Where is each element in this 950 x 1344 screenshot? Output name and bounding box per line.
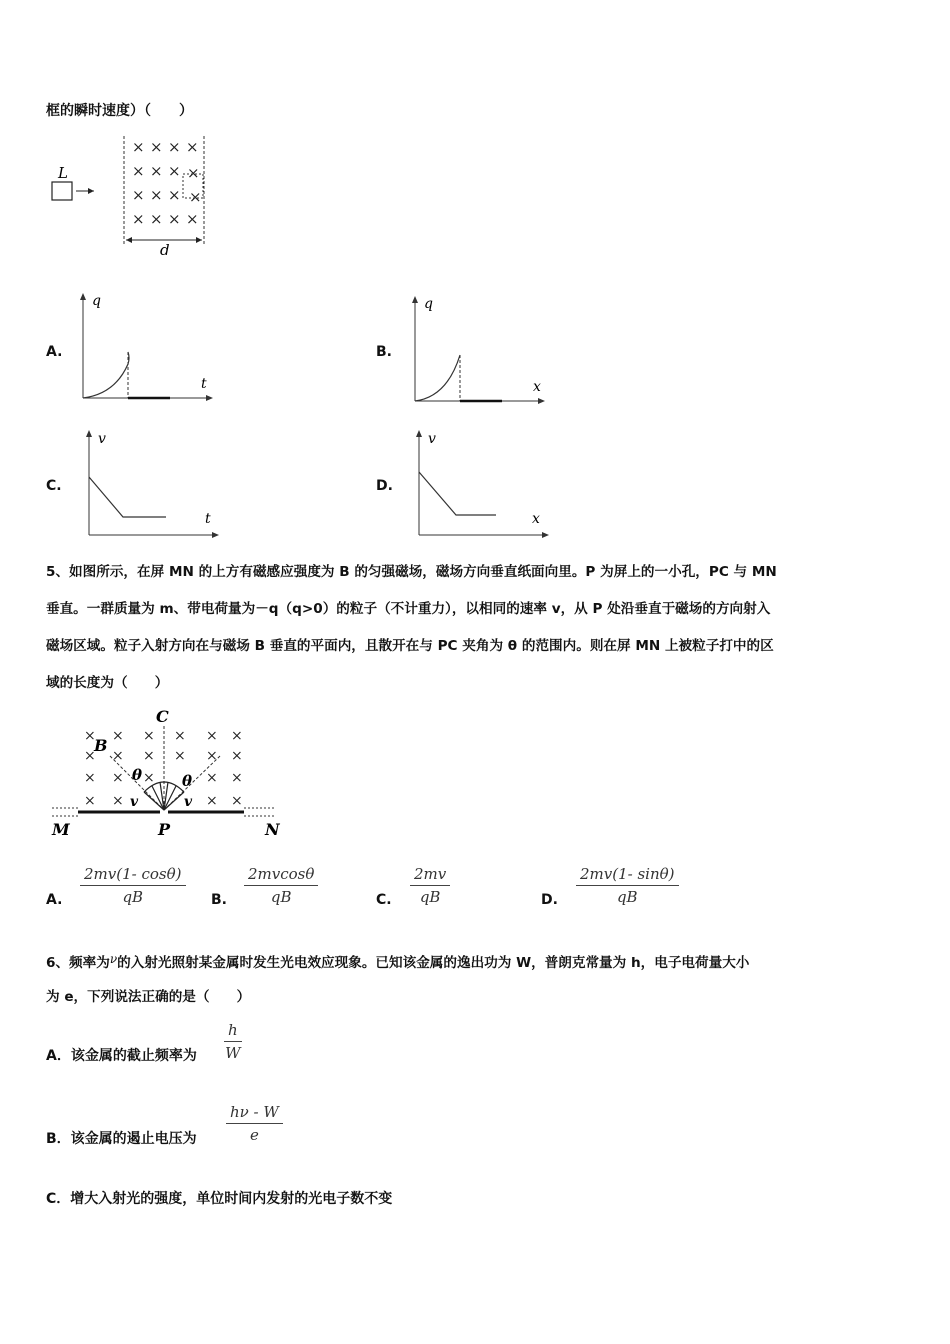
q6-option-b-fraction: $\frac{h\nu - W}{e}$: [226, 1103, 283, 1144]
field-cross: ×: [84, 793, 96, 809]
q6-option-a-text[interactable]: A．该金属的截止频率为: [46, 1048, 197, 1064]
q6-stem-line-2: 为 e，下列说法正确的是（ ）: [46, 989, 251, 1005]
q4-option-c-letter[interactable]: C.: [46, 478, 62, 494]
y-axis-label: q: [424, 296, 433, 312]
q5-option-c-fraction: $\frac{2mv}{qB}$: [410, 865, 450, 906]
field-cross: ×: [150, 186, 163, 204]
x-axis-label: t: [201, 376, 207, 392]
q5-option-d-letter[interactable]: D.: [541, 892, 558, 908]
field-cross: ×: [168, 210, 181, 228]
field-cross: ×: [143, 770, 155, 786]
q6-option-a-fraction: $\frac{h}{W}$: [225, 1021, 241, 1062]
field-cross: ×: [132, 138, 145, 156]
q5-option-c-letter[interactable]: C.: [376, 892, 392, 908]
field-cross: ×: [143, 748, 155, 764]
field-cross: ×: [168, 186, 181, 204]
v-right: v: [184, 794, 193, 810]
q5-stem-line-4: 域的长度为（ ）: [46, 675, 169, 691]
theta-right: θ: [182, 772, 193, 790]
y-axis-label: v: [428, 431, 436, 447]
field-cross: ×: [112, 728, 124, 744]
field-cross: ×: [206, 770, 218, 786]
q6-option-b-text[interactable]: B．该金属的遏止电压为: [46, 1131, 197, 1147]
label-C: C: [156, 707, 169, 726]
q5-option-b-letter[interactable]: B.: [211, 892, 227, 908]
q5-option-d-fraction: $\frac{2mv(1- \sin\theta)}{qB}$: [576, 865, 679, 906]
theta-left: θ: [132, 766, 143, 784]
curve: [415, 355, 460, 401]
field-cross: ×: [112, 793, 124, 809]
q6-option-c-text[interactable]: C．增大入射光的强度，单位时间内发射的光电子数不变: [46, 1191, 393, 1207]
q4-option-b-letter[interactable]: B.: [376, 344, 392, 360]
motion-arrowhead: [88, 188, 94, 194]
width-label: d: [160, 241, 170, 259]
field-cross: ×: [186, 210, 199, 228]
q5-particle-screen-figure: [48, 702, 288, 842]
coil-square: [52, 182, 72, 200]
q4-option-d-graph: [406, 425, 556, 545]
field-crosses: [132, 138, 202, 228]
q5-stem-line-3: 磁场区域。粒子入射方向在与磁场 B 垂直的平面内，且散开在与 PC 夹角为 θ 的范围内。则在屏 MN 上被粒子打中的区: [46, 638, 774, 654]
field-cross: ×: [143, 728, 155, 744]
field-cross: ×: [84, 770, 96, 786]
label-N: N: [265, 820, 280, 839]
curve: [83, 364, 128, 398]
y-axis-label: v: [98, 431, 106, 447]
field-cross: ×: [231, 748, 243, 764]
field-crosses: [84, 728, 243, 809]
x-axis-label: x: [533, 379, 541, 395]
q4-option-a-letter[interactable]: A.: [46, 344, 63, 360]
q5-stem-line-2: 垂直。一群质量为 m、带电荷量为－q（q>0）的粒子（不计重力），以相同的速率 v，从 P 处沿垂直于磁场的方向射入: [46, 601, 771, 617]
q4-option-a-graph: [70, 290, 220, 410]
square-label: L: [58, 164, 68, 182]
q5-option-a-letter[interactable]: A.: [46, 892, 63, 908]
field-cross: ×: [168, 162, 181, 180]
field-cross: ×: [231, 770, 243, 786]
field-cross: ×: [231, 793, 243, 809]
q4-option-d-letter[interactable]: D.: [376, 478, 393, 494]
label-M: M: [52, 820, 70, 839]
x-axis-label: x: [532, 511, 540, 527]
q5-stem-line-1: 5、如图所示，在屏 MN 的上方有磁感应强度为 B 的匀强磁场，磁场方向垂直纸面向里。P 为屏上的一小孔，PC 与 MN: [46, 564, 777, 580]
field-cross: ×: [150, 138, 163, 156]
q4-magnetic-field-figure: [40, 130, 240, 260]
nu-symbol: ν: [109, 952, 118, 966]
y-axis-label: q: [92, 293, 101, 309]
v-left: v: [130, 794, 139, 810]
q5-option-a-fraction: $\frac{2mv(1- \cos\theta)}{qB}$: [80, 865, 186, 906]
q4-option-c-graph: [76, 425, 226, 545]
field-cross: ×: [112, 748, 124, 764]
field-cross: ×: [112, 770, 124, 786]
field-cross: ×: [132, 210, 145, 228]
field-cross: ×: [231, 728, 243, 744]
q6-stem-line-1: 6、频率为ν的入射光照射某金属时发生光电效应现象。已知该金属的逸出功为 W，普朗克常量为 h，电子电荷量大小: [46, 952, 750, 971]
field-cross: ×: [206, 793, 218, 809]
label-B: B: [94, 736, 108, 755]
field-cross: ×: [150, 162, 163, 180]
field-cross: ×: [132, 186, 145, 204]
x-axis-label: t: [205, 511, 211, 527]
velocity-line: [419, 472, 496, 515]
field-cross: ×: [186, 138, 199, 156]
q4-stem-tail: 框的瞬时速度）（ ）: [46, 103, 193, 119]
field-cross: ×: [206, 748, 218, 764]
q4-option-b-graph: [402, 293, 552, 413]
field-cross: ×: [174, 728, 186, 744]
q5-option-b-fraction: $\frac{2mvcos\theta}{qB}$: [244, 865, 318, 906]
field-cross: ×: [84, 748, 96, 764]
field-cross: ×: [150, 210, 163, 228]
field-cross: ×: [174, 748, 186, 764]
field-cross: ×: [84, 728, 96, 744]
field-cross: ×: [187, 164, 200, 182]
field-cross: ×: [132, 162, 145, 180]
label-P: P: [158, 820, 171, 839]
field-cross: ×: [168, 138, 181, 156]
field-cross: ×: [189, 188, 202, 206]
velocity-line: [89, 477, 166, 517]
field-cross: ×: [206, 728, 218, 744]
